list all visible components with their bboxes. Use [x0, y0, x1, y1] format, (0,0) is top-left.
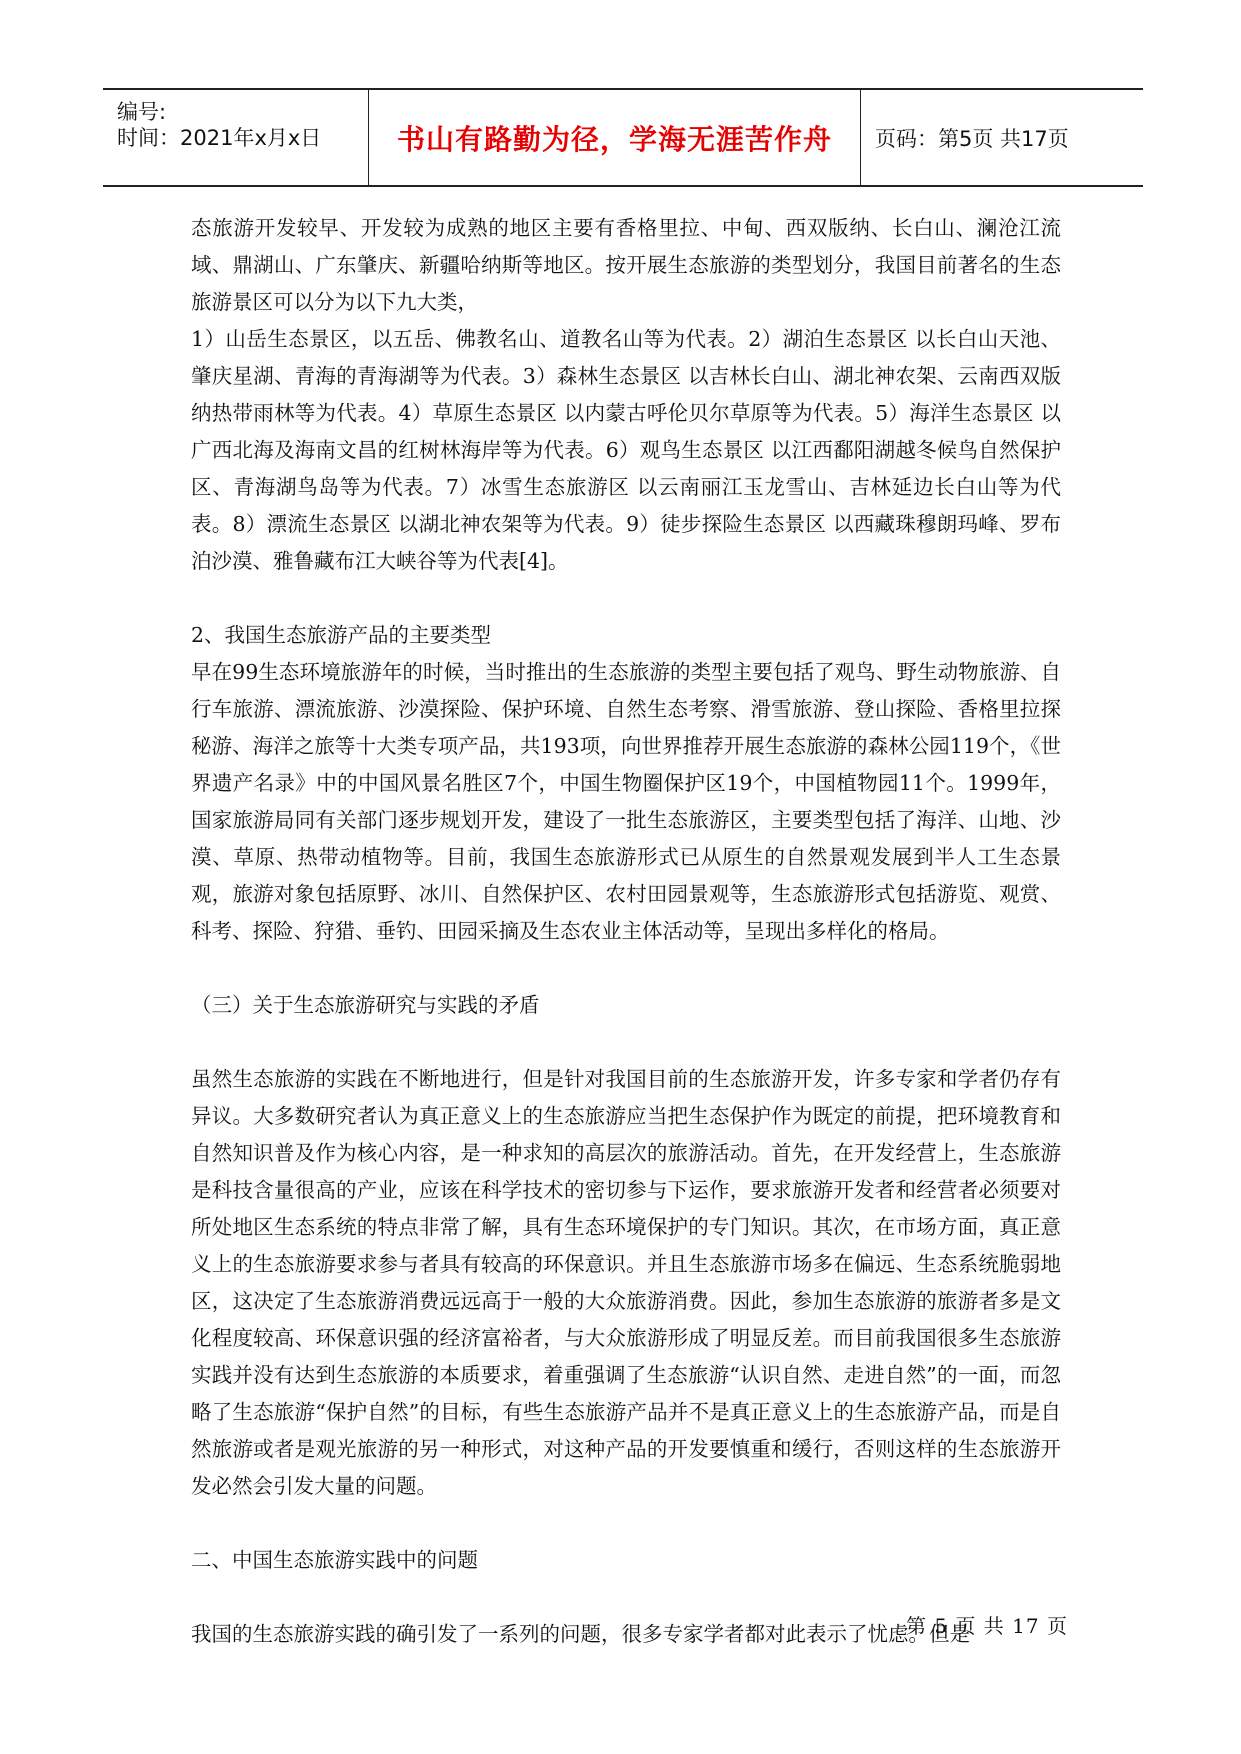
body-paragraph-scenic-list: 1）山岳生态景区，以五岳、佛教名山、道教名山等为代表。2）湖泊生态景区 以长白山天池、肇庆星湖、青海的青海湖等为代表。3）森林生态景区 以吉林长白山、湖北神农架、云南西双版纳热带雨林等为代表。4）草原生态景区 以内蒙古呼伦贝尔草原等为代表。5）海洋生态景区 以广西北海及海南文昌的红树林海岸等为代表。6）观鸟生态景区 以江西鄱阳湖越冬候鸟自然保护区、青海湖鸟岛等为代表。7）冰雪生态旅游区 以云南丽江玉龙雪山、吉林延边长白山等为代表。8）漂流生态景区 以湖北神农架等为代表。9）徒步探险生态景区 以西藏珠穆朗玛峰、罗布泊沙漠、雅鲁藏布江大峡谷等为代表[4]。 — [191, 327, 1061, 573]
body-paragraph: 我国的生态旅游实践的确引发了一系列的问题，很多专家学者都对此表示了忧虑。但是 — [191, 1622, 970, 1646]
header-middle-cell — [369, 90, 861, 185]
header-motto: 书山有路勤为径，学海无涯苦作舟 — [396, 122, 832, 156]
body-paragraph: 虽然生态旅游的实践在不断地进行，但是针对我国目前的生态旅游开发，许多专家和学者仍存有异议。大多数研究者认为真正意义上的生态旅游应当把生态保护作为既定的前提，把环境教育和自然知识普及作为核心内容，是一种求知的高层次的旅游活动。首先，在开发经营上，生态旅游是科技含量很高的产业，应该在科学技术的密切参与下运作，要求旅游开发者和经营者必须要对所处地区生态系统的特点非常了解，具有生态环境保护的专门知识。其次，在市场方面，真正意义上的生态旅游要求参与者具有较高的环保意识。并且生态旅游市场多在偏远、生态系统脆弱地区，这决定了生态旅游消费远远高于一般的大众旅游消费。因此，参加生态旅游的旅游者多是文化程度较高、环保意识强的经济富裕者，与大众旅游形成了明显反差。而目前我国很多生态旅游实践并没有达到生态旅游的本质要求，着重强调了生态旅游“认识自然、走进自然”的一面，而忽略了生态旅游“保护自然”的目标，有些生态旅游产品并不是真正意义上的生态旅游产品，而是自然旅游或者是观光旅游的另一种形式，对这种产品的开发要慎重和缓行，否则这样的生态旅游开发必然会引发大量的问题。 — [191, 1067, 1061, 1498]
section-heading: 2、我国生态旅游产品的主要类型 — [191, 623, 492, 647]
body-paragraph: 早在99生态环境旅游年的时候，当时推出的生态旅游的类型主要包括了观鸟、野生动物旅游、自行车旅游、漂流旅游、沙漠探险、保护环境、自然生态考察、滑雪旅游、登山探险、香格里拉探秘游、海洋之旅等十大类专项产品，共193项，向世界推荐开展生态旅游的森林公园119个，《世界遗产名录》中的中国风景名胜区7个，中国生物圈保护区19个，中国植物园11个。1999年，国家旅游局同有关部门逐步规划开发，建设了一批生态旅游区，主要类型包括了海洋、山地、沙漠、草原、热带动植物等。目前，我国生态旅游形式已从原生的自然景观发展到半人工生态景观，旅游对象包括原野、冰川、自然保护区、农村田园景观等，生态旅游形式包括游览、观赏、科考、探险、狩猎、垂钓、田园采摘及生态农业主体活动等，呈现出多样化的格局。 — [191, 660, 1061, 943]
header-left-cell — [103, 90, 369, 185]
document-time-label: 时间：2021年x月x日 — [117, 126, 322, 150]
page-header — [103, 88, 1143, 187]
document-number-label: 编号: — [117, 100, 167, 124]
page-footer: 第 5 页 共 17 页 — [906, 1614, 1068, 1638]
body-paragraph: 态旅游开发较早、开发较为成熟的地区主要有香格里拉、中甸、西双版纳、长白山、澜沧江流域、鼎湖山、广东肇庆、新疆哈纳斯等地区。按开展生态旅游的类型划分，我国目前著名的生态旅游景区可以分为以下九大类， — [191, 216, 1061, 314]
header-page-info: 页码：第5页 共17页 — [875, 126, 1069, 151]
section-heading: 二、中国生态旅游实践中的问题 — [191, 1548, 478, 1572]
header-right-cell — [861, 90, 1143, 185]
section-heading: （三）关于生态旅游研究与实践的矛盾 — [191, 993, 540, 1017]
document-body — [191, 210, 1061, 1653]
